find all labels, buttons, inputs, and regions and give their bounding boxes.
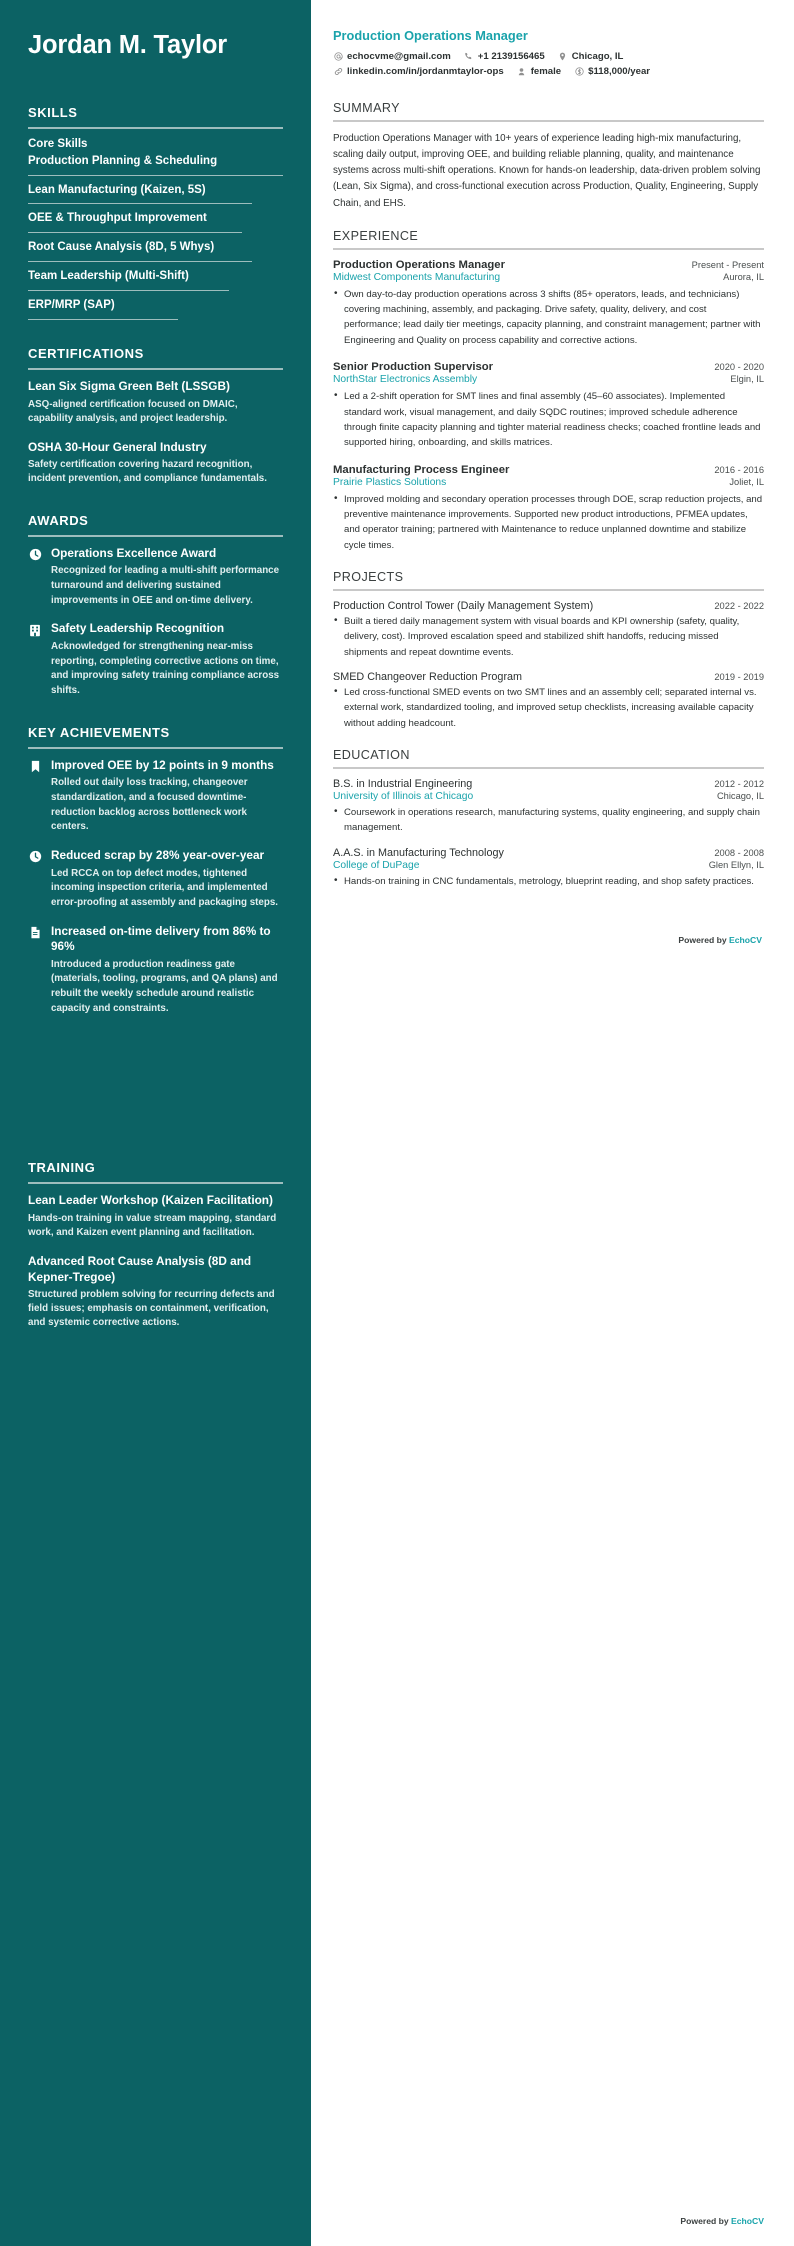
project-bullets xyxy=(333,614,764,660)
contact-info xyxy=(333,51,764,77)
contact-location-text: Chicago, IL xyxy=(571,51,624,62)
experience-divider xyxy=(333,248,764,250)
project-bullets xyxy=(333,685,764,731)
phone-icon xyxy=(464,52,474,62)
sidebar-section-key-achievements xyxy=(28,725,283,1017)
skill-item: Production Planning & Scheduling xyxy=(28,154,283,176)
achievement-title: Increased on-time delivery from 86% to 96% xyxy=(51,923,271,954)
bullet: • Coursework in operations research, manufacturing systems, quality engineering, and supply chain management. xyxy=(333,805,764,836)
contact-gender-text: female xyxy=(530,66,562,77)
section-summary xyxy=(333,101,764,212)
experience-location: Joliet, IL xyxy=(729,476,764,487)
bullet: • Led a 2-shift operation for SMT lines and final assembly (45–60 associates). Implemented standard work, visual management, and daily SQDC routines; improved schedule adherence through finite capacity planning and tighter material readiness checks; coached frontline leads and supported hiring, onboarding, and skills matrices. xyxy=(333,389,764,450)
experience-bullets xyxy=(333,389,764,450)
powered-by-footer-top xyxy=(333,935,764,945)
bookmark-icon xyxy=(28,760,42,774)
experience-subheader xyxy=(333,374,764,385)
award-item xyxy=(28,621,283,698)
achievement-body xyxy=(51,848,283,911)
project-name: SMED Changeover Reduction Program xyxy=(333,670,523,683)
contact-email-text: echocvme@gmail.com xyxy=(347,51,451,62)
training-title: Lean Leader Workshop (Kaizen Facilitation) xyxy=(28,1193,273,1208)
sidebar-section-certifications xyxy=(28,346,283,486)
certification-item xyxy=(28,440,283,487)
powered-by-footer-bottom xyxy=(680,2216,764,2226)
certification-item xyxy=(28,379,283,426)
education-header xyxy=(333,847,764,859)
experience-item xyxy=(333,464,764,553)
experience-dates: 2016 - 2016 xyxy=(714,464,764,475)
contact-salary xyxy=(574,66,650,77)
experience-subheader xyxy=(333,477,764,488)
sidebar-section-awards xyxy=(28,513,283,699)
summary-heading: SUMMARY xyxy=(333,101,400,115)
experience-item xyxy=(333,259,764,348)
achievement-body xyxy=(51,924,283,1017)
education-subheader xyxy=(333,791,764,802)
experience-bullets xyxy=(333,287,764,348)
experience-company: NorthStar Electronics Assembly xyxy=(333,374,478,386)
achievement-description: Led RCCA on top defect modes, tightened incoming inspection criteria, and implemented error-proofing at assembly and packaging steps. xyxy=(51,867,279,908)
key-achievements-heading: KEY ACHIEVEMENTS xyxy=(28,724,170,740)
clock-icon xyxy=(28,548,42,562)
skill-item: Team Leadership (Multi-Shift) xyxy=(28,269,229,291)
education-dates: 2012 - 2012 xyxy=(714,778,764,789)
experience-location: Aurora, IL xyxy=(723,271,764,282)
powered-by-brand: EchoCV xyxy=(731,2216,764,2226)
gender-icon xyxy=(517,67,527,77)
achievement-title: Improved OEE by 12 points in 9 months xyxy=(51,757,274,772)
project-header xyxy=(333,600,764,612)
experience-header xyxy=(333,259,764,271)
education-bullets xyxy=(333,874,764,889)
achievement-item xyxy=(28,848,283,911)
contact-linkedin[interactable] xyxy=(333,66,504,77)
education-bullets xyxy=(333,805,764,836)
award-body xyxy=(51,621,283,698)
link-icon xyxy=(333,67,343,77)
clock-icon xyxy=(28,850,42,864)
email-icon xyxy=(333,52,343,62)
key-achievements-divider xyxy=(28,747,283,749)
certification-title: Lean Six Sigma Green Belt (LSSGB) xyxy=(28,379,230,394)
experience-role: Production Operations Manager xyxy=(333,258,505,271)
education-item xyxy=(333,778,764,836)
salary-icon xyxy=(574,67,584,77)
headline-job-title: Production Operations Manager xyxy=(333,28,528,43)
education-degree: A.A.S. in Manufacturing Technology xyxy=(333,846,504,859)
sidebar-spacer xyxy=(28,1042,283,1160)
skill-item: ERP/MRP (SAP) xyxy=(28,298,178,320)
award-description: Acknowledged for strengthening near-miss reporting, completing corrective actions on time, and improving safety training compliance across shifts. xyxy=(51,640,280,696)
skills-divider xyxy=(28,127,283,129)
certifications-heading: CERTIFICATIONS xyxy=(28,346,144,362)
experience-subheader xyxy=(333,272,764,283)
contact-phone[interactable] xyxy=(464,51,545,62)
bullet: • Own day-to-day production operations across 3 shifts (85+ operators, leads, and technicians) covering machining, assembly, and packaging. Drive safety, quality, delivery, and cost performance; lead daily tier meetings, capacity planning, and constraint management; partner with Engineering and Quality on process capability and corrective actions. xyxy=(333,287,764,348)
project-item xyxy=(333,671,764,731)
contact-row xyxy=(333,51,764,62)
training-heading: TRAINING xyxy=(28,1160,96,1176)
education-heading: EDUCATION xyxy=(333,747,410,762)
bullet: • Built a tiered daily management system with visual boards and KPI ownership (safety, quality, delivery, cost). Improved escalation speed and stabilized shift handoffs, reducing missed shipments and repeat downtime events. xyxy=(333,614,764,660)
certification-description: Safety certification covering hazard recognition, incident prevention, and compliance fundamentals. xyxy=(28,459,267,485)
contact-row xyxy=(333,66,764,77)
training-item xyxy=(28,1254,283,1330)
contact-email[interactable] xyxy=(333,51,451,62)
skill-item: OEE & Throughput Improvement xyxy=(28,211,242,233)
skills-group-label: Core Skills xyxy=(28,137,88,150)
awards-divider xyxy=(28,535,283,537)
contact-location xyxy=(558,51,624,62)
contact-gender xyxy=(517,66,561,77)
bullet: • Hands-on training in CNC fundamentals, metrology, blueprint reading, and shop safety practices. xyxy=(333,874,764,889)
section-projects xyxy=(333,570,764,731)
award-body xyxy=(51,546,283,609)
skills-heading: SKILLS xyxy=(28,104,78,120)
achievement-body xyxy=(51,758,283,835)
achievement-item xyxy=(28,924,283,1017)
project-name: Production Control Tower (Daily Management System) xyxy=(333,599,594,612)
project-dates: 2022 - 2022 xyxy=(714,600,764,611)
experience-header xyxy=(333,361,764,373)
skill-item: Lean Manufacturing (Kaizen, 5S) xyxy=(28,183,252,205)
training-title: Advanced Root Cause Analysis (8D and Kepner-Tregoe) xyxy=(28,1254,252,1284)
experience-role: Manufacturing Process Engineer xyxy=(333,463,510,476)
education-header xyxy=(333,778,764,790)
bullet: • Led cross-functional SMED events on two SMT lines and an assembly cell; separated internal vs. external work, standardized tooling, and improved setup checklists, increasing available capacity without adding headcount. xyxy=(333,685,764,731)
experience-item xyxy=(333,361,764,450)
project-dates: 2019 - 2019 xyxy=(714,671,764,682)
contact-linkedin-text: linkedin.com/in/jordanmtaylor-ops xyxy=(347,66,504,77)
education-divider xyxy=(333,767,764,769)
main-column xyxy=(311,0,794,2246)
contact-phone-text: +1 2139156465 xyxy=(477,51,545,62)
achievement-title: Reduced scrap by 28% year-over-year xyxy=(51,847,265,862)
certification-title: OSHA 30-Hour General Industry xyxy=(28,439,207,454)
award-item xyxy=(28,546,283,609)
education-degree: B.S. in Industrial Engineering xyxy=(333,777,473,790)
achievement-description: Rolled out daily loss tracking, changeover standardization, and a focused downtime-reduction backlog across bottleneck work centers. xyxy=(51,777,248,833)
project-header xyxy=(333,671,764,683)
section-education xyxy=(333,748,764,889)
awards-heading: AWARDS xyxy=(28,512,89,528)
education-subheader xyxy=(333,860,764,871)
award-title: Operations Excellence Award xyxy=(51,545,217,560)
education-location: Glen Ellyn, IL xyxy=(708,859,764,870)
location-icon xyxy=(558,52,568,62)
experience-bullets xyxy=(333,492,764,553)
experience-company: Prairie Plastics Solutions xyxy=(333,476,447,488)
achievement-item xyxy=(28,758,283,835)
powered-by-prefix: Powered by xyxy=(678,935,730,945)
bullet: • Improved molding and secondary operation processes through DOE, scrap reduction projects, and preventive maintenance improvements. Supported new product introductions, PFMEA updates, and operator training; partnered with Maintenance to reduce unplanned downtime and stabilize cycle times. xyxy=(333,492,764,553)
award-title: Safety Leadership Recognition xyxy=(51,621,225,636)
experience-dates: Present - Present xyxy=(691,259,764,270)
sidebar-section-skills xyxy=(28,105,283,321)
training-description: Hands-on training in value stream mapping, standard work, and Kaizen event planning and facilitation. xyxy=(28,1212,277,1238)
sidebar-section-training xyxy=(28,1160,283,1330)
skill-item: Root Cause Analysis (8D, 5 Whys) xyxy=(28,240,252,262)
training-description: Structured problem solving for recurring defects and field issues; emphasis on containment, verification, and systemic corrective actions. xyxy=(28,1288,275,1329)
powered-by-prefix: Powered by xyxy=(680,2216,732,2226)
experience-dates: 2020 - 2020 xyxy=(714,362,764,373)
section-experience xyxy=(333,229,764,553)
summary-divider xyxy=(333,120,764,122)
file-icon xyxy=(28,926,42,940)
education-location: Chicago, IL xyxy=(716,790,764,801)
education-school: College of DuPage xyxy=(333,859,420,871)
education-dates: 2008 - 2008 xyxy=(714,847,764,858)
experience-role: Senior Production Supervisor xyxy=(333,361,494,374)
education-item xyxy=(333,847,764,889)
experience-heading: EXPERIENCE xyxy=(333,228,419,243)
experience-company: Midwest Components Manufacturing xyxy=(333,271,501,283)
project-item xyxy=(333,600,764,660)
achievement-description: Introduced a production readiness gate (materials, tooling, programs, and QA plans) and rebuilt the weekly schedule around realistic capacity and constraints. xyxy=(51,958,278,1014)
certifications-divider xyxy=(28,368,283,370)
projects-heading: PROJECTS xyxy=(333,569,404,584)
training-item xyxy=(28,1193,283,1240)
projects-divider xyxy=(333,589,764,591)
experience-header xyxy=(333,464,764,476)
award-description: Recognized for leading a multi-shift performance turnaround and delivering sustained improvements in OEE and on-time delivery. xyxy=(51,565,280,606)
contact-salary-text: $118,000/year xyxy=(588,66,651,77)
sidebar xyxy=(0,0,311,2246)
candidate-name: Jordan M. Taylor xyxy=(28,31,227,59)
certification-description: ASQ-aligned certification focused on DMAIC, capability analysis, and project leadership. xyxy=(28,398,238,424)
powered-by-brand: EchoCV xyxy=(729,935,762,945)
building-icon xyxy=(28,623,42,637)
summary-text: Production Operations Manager with 10+ years of experience leading high-mix manufacturing, scaling daily output, improving OEE, and building reliable planning, quality, and maintenance systems across multi-shift operations. Known for hands-on leadership, data-driven problem solving (Lean, Six Sigma), and cross-functional execution across Production, Quality, Engineering, Supply Chain, and EHS. xyxy=(333,133,761,209)
education-school: University of Illinois at Chicago xyxy=(333,790,474,802)
training-divider xyxy=(28,1182,283,1184)
experience-location: Elgin, IL xyxy=(730,374,764,385)
